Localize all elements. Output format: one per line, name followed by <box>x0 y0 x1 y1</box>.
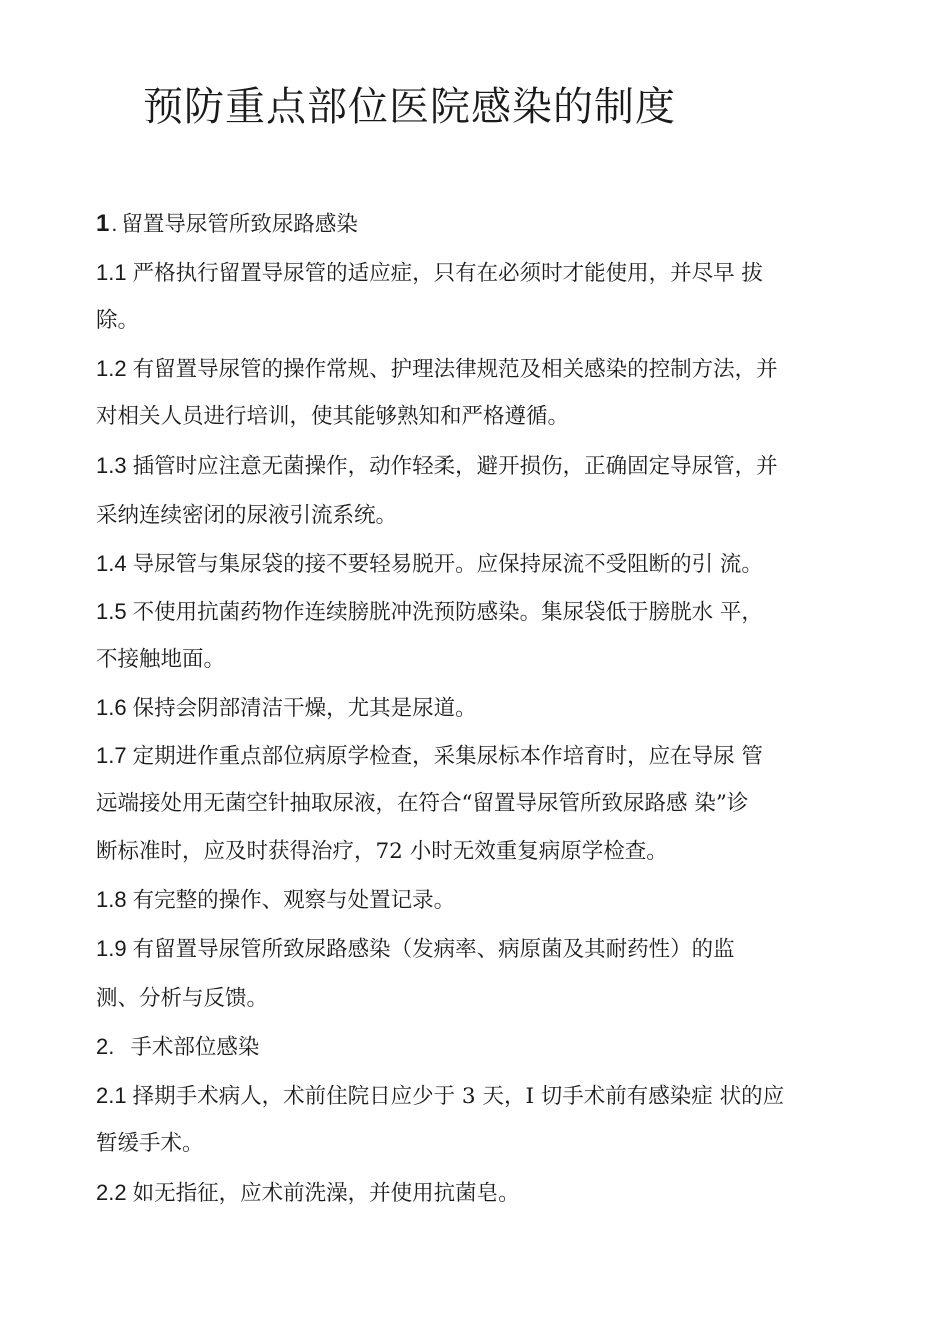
clause-1-4 <box>96 548 763 581</box>
clause-number: 1.8 <box>96 887 127 912</box>
clause-text: 导尿管与集尿袋的接不要轻易脱开。应保持尿流不受阻断的引 流。 <box>132 552 763 577</box>
clause-1-1 <box>96 257 763 290</box>
clause-text: 不接触地面。 <box>96 647 226 672</box>
clause-text: 不使用抗菌药物作连续膀胱冲洗预防感染。集尿袋低于膀胱水 平， <box>132 600 763 625</box>
section-heading-text: 留置导尿管所致尿路感染 <box>121 212 358 237</box>
clause-text: 插管时应注意无菌操作，动作轻柔，避开损伤，正确固定导尿管，并 <box>132 454 778 479</box>
section-number-separator: . <box>111 212 118 236</box>
section-heading-1 <box>96 208 358 241</box>
section-heading-2 <box>96 1031 259 1064</box>
clause-1-5-continued <box>96 644 225 676</box>
clause-1-1-continued <box>96 305 139 337</box>
clause-text: 暂缓手术。 <box>96 1131 204 1156</box>
section-number: 2. <box>96 1034 115 1059</box>
clause-number: 1.4 <box>96 551 127 576</box>
clause-1-9 <box>96 933 735 966</box>
clause-number: 1.3 <box>96 453 127 478</box>
clause-2-2 <box>96 1177 520 1210</box>
clause-number: 1.7 <box>96 743 127 768</box>
clause-1-7-continued-b <box>96 836 668 868</box>
clause-number: 1.1 <box>96 260 127 285</box>
clause-number: 2.2 <box>96 1180 127 1205</box>
section-number: 1 <box>96 210 110 237</box>
clause-number: 1.6 <box>96 695 127 720</box>
clause-text: 采纳连续密闭的尿液引流系统。 <box>96 503 398 528</box>
clause-1-8 <box>96 884 455 917</box>
clause-text: 保持会阴部清洁干燥，尤其是尿道。 <box>132 696 477 721</box>
clause-number: 1.2 <box>96 356 127 381</box>
document-title: 预防重点部位医院感染的制度 <box>143 84 676 130</box>
clause-1-6 <box>96 692 477 725</box>
clause-1-2 <box>96 353 778 386</box>
clause-1-7 <box>96 740 763 773</box>
clause-2-1 <box>96 1080 784 1113</box>
clause-text: 如无指征，应术前洗澡，并使用抗菌皂。 <box>132 1181 520 1206</box>
clause-text: 有完整的操作、观察与处置记录。 <box>132 888 456 913</box>
clause-2-1-continued <box>96 1128 204 1160</box>
clause-text: 严格执行留置导尿管的适应症，只有在必须时才能使用，并尽早 拔 <box>132 261 763 286</box>
clause-text: 断标准时，应及时获得治疗，72 小时无效重复病原学检查。 <box>96 839 668 864</box>
clause-number: 2.1 <box>96 1083 127 1108</box>
clause-1-5 <box>96 596 763 629</box>
clause-1-7-continued-a <box>96 788 748 820</box>
clause-text: 有留置导尿管的操作常规、护理法律规范及相关感染的控制方法，并 <box>132 357 778 382</box>
clause-text: 测、分析与反馈。 <box>96 986 269 1011</box>
clause-number: 1.9 <box>96 936 127 961</box>
clause-text: 有留置导尿管所致尿路感染（发病率、病原菌及其耐药性）的监 <box>132 937 735 962</box>
clause-1-3 <box>96 450 778 483</box>
clause-1-9-continued <box>96 983 268 1015</box>
clause-text: 除。 <box>96 308 140 333</box>
clause-1-2-continued <box>96 401 569 433</box>
clause-number: 1.5 <box>96 599 127 624</box>
clause-text: 择期手术病人，术前住院日应少于 3 天，I 切手术前有感染症 状的应 <box>132 1084 785 1109</box>
clause-text: 远端接处用无菌空针抽取尿液，在符合“留置导尿管所致尿路感 染”诊 <box>96 791 749 816</box>
clause-1-3-continued <box>96 500 397 532</box>
clause-text: 定期进作重点部位病原学检查，采集尿标本作培育时，应在导尿 管 <box>132 744 763 769</box>
clause-text: 对相关人员进行培训，使其能够熟知和严格遵循。 <box>96 404 570 429</box>
section-heading-text: 手术部位感染 <box>130 1035 260 1060</box>
